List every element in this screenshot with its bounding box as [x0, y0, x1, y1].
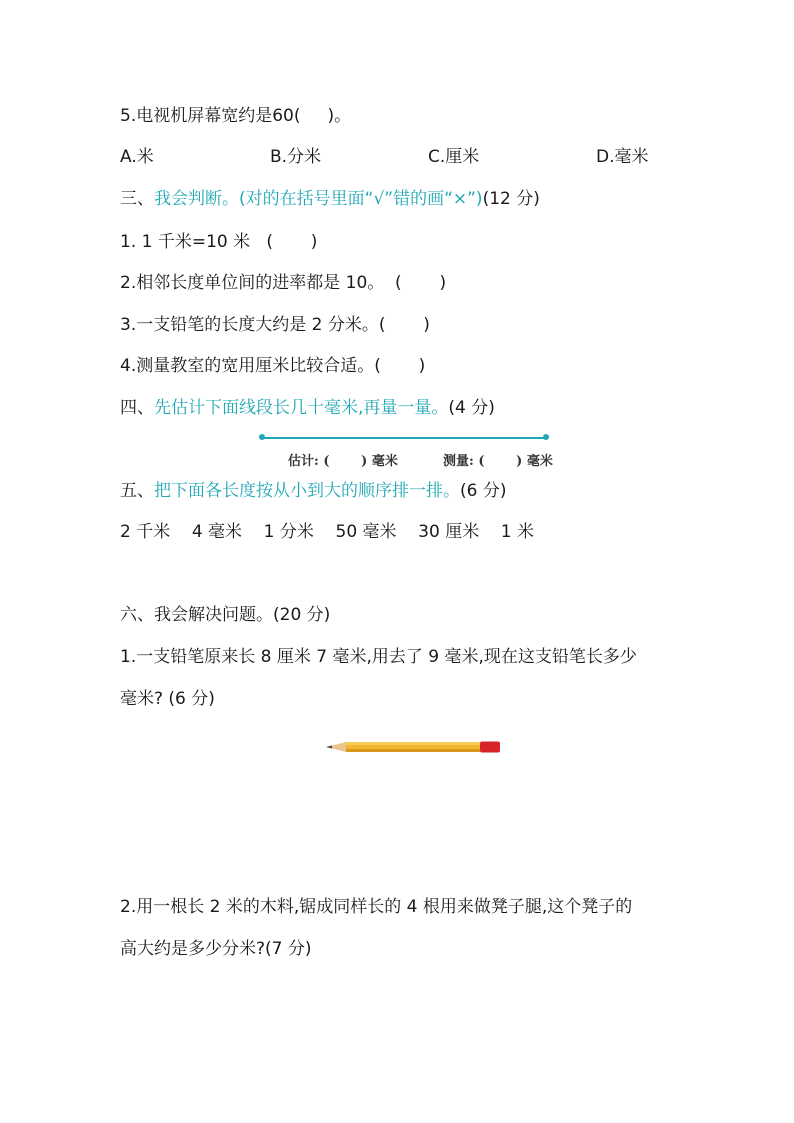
segment-endpoint-right [543, 434, 549, 440]
section-4-heading [120, 396, 495, 420]
pencil-icon [326, 741, 500, 753]
section-4-number: 四、 [120, 398, 154, 418]
q5-option-a: A.米 [120, 147, 154, 167]
estimate-label: 估计: ( ) 毫米 [288, 454, 398, 469]
problem-1-line-1: 1.一支铅笔原来长 8 厘米 7 毫米,用去了 9 毫米,现在这支铅笔长多少 [120, 647, 637, 667]
problem-2-line-1: 2.用一根长 2 米的木料,锯成同样长的 4 根用来做凳子腿,这个凳子的 [120, 897, 633, 917]
problem-1-line-2: 毫米? (6 分) [120, 689, 215, 709]
q5-option-d: D.毫米 [596, 147, 649, 167]
length-list: 2 千米 4 毫米 1 分米 50 毫米 30 厘米 1 米 [120, 522, 535, 542]
segment-endpoint-left [259, 434, 265, 440]
section-6-heading: 六、我会解决问题。(20 分) [120, 605, 331, 625]
judge-item-4: 4.测量教室的宽用厘米比较合适。( ) [120, 356, 426, 376]
q5-stem: 5.电视机屏幕宽约是60( )。 [120, 106, 352, 126]
judge-item-2: 2.相邻长度单位间的进率都是 10。 ( ) [120, 273, 447, 293]
section-5-heading [120, 479, 506, 503]
q5-option-c: C.厘米 [428, 147, 480, 167]
measure-label: 测量: ( ) 毫米 [443, 454, 553, 469]
section-3-heading [120, 187, 540, 211]
q5-option-b: B.分米 [270, 147, 322, 167]
judge-item-1: 1. 1 千米=10 米 ( ) [120, 232, 318, 252]
section-3-title: 我会判断。(对的在括号里面“√”错的画“×”) [154, 189, 483, 209]
section-4-title: 先估计下面线段长几十毫米,再量一量。 [154, 398, 449, 418]
line-segment [262, 437, 546, 439]
section-5-score: (6 分) [460, 481, 507, 501]
section-3-score: (12 分) [482, 189, 540, 209]
section-3-number: 三、 [120, 189, 154, 209]
problem-2-line-2: 高大约是多少分米?(7 分) [120, 939, 312, 959]
judge-item-3: 3.一支铅笔的长度大约是 2 分米。( ) [120, 315, 430, 335]
section-5-title: 把下面各长度按从小到大的顺序排一排。 [154, 481, 460, 501]
section-5-number: 五、 [120, 481, 154, 501]
section-4-score: (4 分) [448, 398, 495, 418]
